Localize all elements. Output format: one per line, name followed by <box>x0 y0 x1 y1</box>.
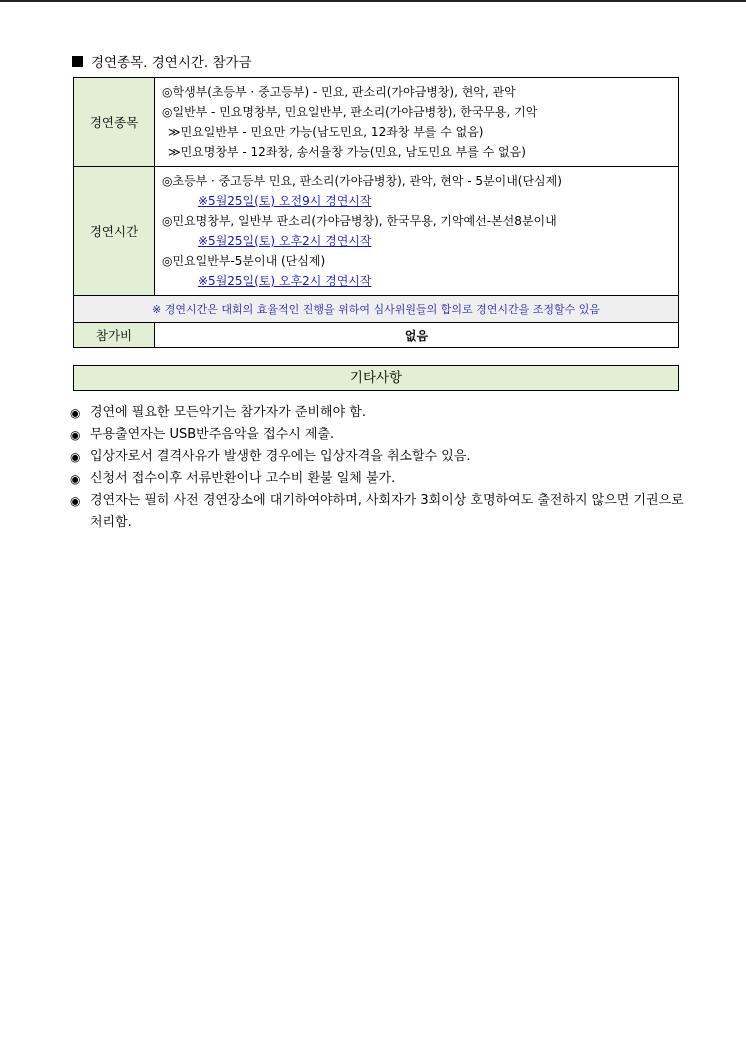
time-line: ◎민요명창부, 일반부 판소리(가야금병창), 한국무용, 기악예선-본선8분이내 <box>162 214 557 228</box>
time-start-link[interactable] <box>162 271 672 291</box>
time-start-link[interactable] <box>162 191 672 211</box>
fisheye-bullet-icon: ◉ <box>70 472 81 486</box>
event-label: 경연종목 <box>74 78 155 167</box>
list-item <box>70 468 690 490</box>
event-line: ◎일반부 - 민요명창부, 민요일반부, 판소리(가야금병창), 한국무용, 기악 <box>162 105 538 119</box>
list-item <box>70 446 690 468</box>
list-item-text: 경연에 필요한 모든악기는 참가자가 준비해야 함. <box>90 405 366 420</box>
time-start-link-text[interactable]: ※5월25일(토) 오후2시 경연시작 <box>198 234 372 248</box>
etc-title: 기타사항 <box>73 365 679 391</box>
list-item <box>70 490 690 534</box>
fisheye-bullet-icon: ◉ <box>70 494 81 508</box>
etc-list <box>70 402 690 534</box>
list-item-text: 입상자로서 결격사유가 발생한 경우에는 입상자격을 취소할수 있음. <box>90 449 471 464</box>
event-line: ◎학생부(초등부 · 중고등부) - 민요, 판소리(가야금병창), 현악, 관악 <box>162 85 516 99</box>
list-item-text: 무용출연자는 USB반주음악을 접수시 제출. <box>90 427 335 442</box>
time-notice: ※ 경연시간은 대회의 효율적인 진행을 위하여 심사위원들의 합의로 경연시간을 조정할수 있음 <box>74 296 679 323</box>
fee-label: 참가비 <box>74 323 155 348</box>
fee-value: 없음 <box>155 323 679 348</box>
list-item <box>70 424 690 446</box>
square-bullet-icon <box>72 56 83 67</box>
fee-row <box>74 323 679 348</box>
time-line: ◎민요일반부-5분이내 (단심제) <box>162 254 326 268</box>
notice-row <box>74 296 679 323</box>
event-content <box>155 78 679 167</box>
time-line: ◎초등부 · 중고등부 민요, 판소리(가야금병창), 관악, 현악 - 5분이내(단심제) <box>162 174 562 188</box>
list-item <box>70 402 690 424</box>
list-item-text: 신청서 접수이후 서류반환이나 고수비 환불 일체 불가. <box>90 471 396 486</box>
time-row <box>74 167 679 296</box>
list-item-text: 경연자는 필히 사전 경연장소에 대기하여야하며, 사회자가 3회이상 호명하여도 출전하지 않으면 기권으로 처리함. <box>90 493 684 530</box>
event-row <box>74 78 679 167</box>
time-start-link-text[interactable]: ※5월25일(토) 오전9시 경연시작 <box>198 194 372 208</box>
time-start-link-text[interactable]: ※5월25일(토) 오후2시 경연시작 <box>198 274 372 288</box>
time-content <box>155 167 679 296</box>
section-title: 경연종목. 경연시간. 참가금 <box>91 55 252 71</box>
event-line: ≫민요명창부 - 12좌창, 송서율창 가능(민요, 남도민요 부를 수 없음) <box>168 145 526 159</box>
competition-table <box>73 77 679 348</box>
fisheye-bullet-icon: ◉ <box>70 428 81 442</box>
fisheye-bullet-icon: ◉ <box>70 450 81 464</box>
fisheye-bullet-icon: ◉ <box>70 406 81 420</box>
top-rule <box>0 0 746 2</box>
event-line: ≫민요일반부 - 민요만 가능(남도민요, 12좌창 부를 수 없음) <box>168 125 484 139</box>
time-start-link[interactable] <box>162 231 672 251</box>
time-label: 경연시간 <box>74 167 155 296</box>
section-heading <box>72 54 252 72</box>
